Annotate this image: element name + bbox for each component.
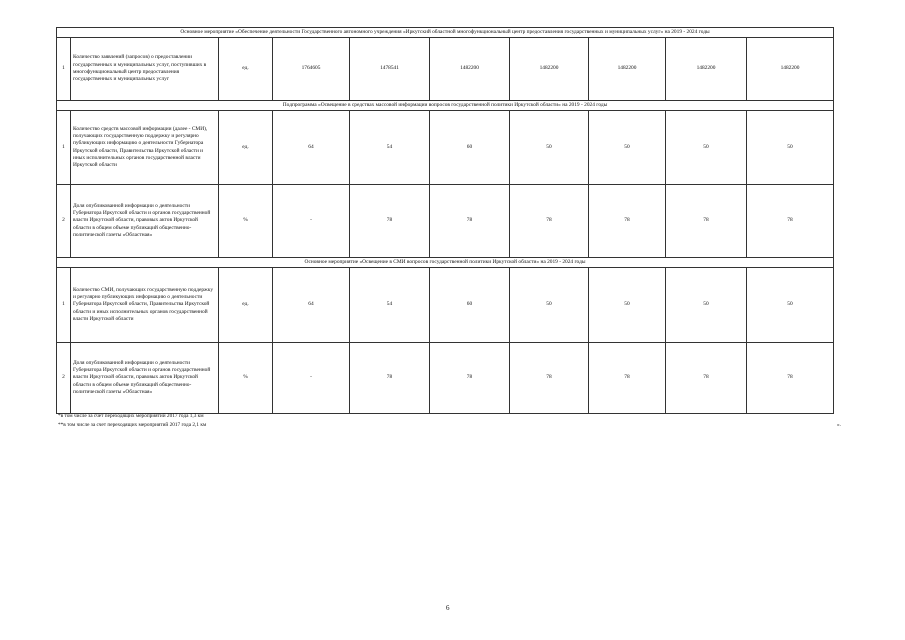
indicator-name: Количество заявлений (запросов) о предоставлении государственных и муниципальных услуг, поступивших в многофункциональный центр предоставления государственных и муниципальных услуг bbox=[71, 38, 219, 101]
main-event-band-mfc: Основное мероприятие «Обеспечение деятельности Государственного автономного учреждения «Иркутский областной многофункциональный центр предоставления государственных и муниципальных услуг» на 2019 - 2024 годы bbox=[57, 28, 834, 38]
value-cell: 1482200 bbox=[510, 38, 589, 101]
value-cell: 78 bbox=[666, 343, 747, 414]
value-cell: 78 bbox=[350, 185, 430, 258]
indicator-name: Количество СМИ, получающих государственную поддержку и регулярно публикующих информацию о деятельности Губернатора Иркутской области, Правительства Иркутской области и иных исполнительных органов государственной власти Иркутской области bbox=[71, 268, 219, 343]
footnote-2: **в том числе за счет переходящих мероприятий 2017 года 2,1 км bbox=[58, 422, 207, 428]
value-cell: 1764605 bbox=[273, 38, 350, 101]
unit-cell: ед. bbox=[219, 268, 273, 343]
value-cell: 60 bbox=[430, 111, 510, 185]
value-cell: 78 bbox=[589, 185, 666, 258]
value-cell: 78 bbox=[747, 185, 834, 258]
value-cell: 50 bbox=[747, 111, 834, 185]
value-cell: 64 bbox=[273, 268, 350, 343]
value-cell: 1482200 bbox=[666, 38, 747, 101]
indicator-name: Доля опубликованной информации о деятельности Губернатора Иркутской области и органов государственной власти Иркутской области, правовых актов Иркутской области в общем объеме публикаций общественно-политической газеты «Областная» bbox=[71, 185, 219, 258]
table-row bbox=[57, 343, 834, 414]
value-cell: 50 bbox=[510, 268, 589, 343]
value-cell: 50 bbox=[510, 111, 589, 185]
value-cell: - bbox=[273, 343, 350, 414]
value-cell: 1478541 bbox=[350, 38, 430, 101]
value-cell: 78 bbox=[430, 343, 510, 414]
table-row bbox=[57, 268, 834, 343]
row-number: 1 bbox=[57, 111, 71, 185]
value-cell: 50 bbox=[589, 268, 666, 343]
value-cell: 78 bbox=[510, 343, 589, 414]
value-cell: - bbox=[273, 185, 350, 258]
subprogram-band: Подпрограмма «Освещение в средствах массовой информации вопросов государственной политики Иркутской области» на 2019 - 2024 годы bbox=[57, 101, 834, 111]
table-row bbox=[57, 111, 834, 185]
indicator-name: Количество средств массовой информации (далее - СМИ), получающих государственную поддержку и регулярно публикующих информацию о деятельности Губернатора Иркутской области, Правительства Иркутской области и иных исполнительных органов государственной власти Иркутской области bbox=[71, 111, 219, 185]
value-cell: 78 bbox=[430, 185, 510, 258]
value-cell: 78 bbox=[589, 343, 666, 414]
value-cell: 78 bbox=[747, 343, 834, 414]
page-number: 6 bbox=[446, 604, 450, 612]
closing-quote-mark: ». bbox=[837, 422, 841, 428]
row-number: 2 bbox=[57, 185, 71, 258]
row-number: 1 bbox=[57, 268, 71, 343]
value-cell: 54 bbox=[350, 111, 430, 185]
value-cell: 1482200 bbox=[589, 38, 666, 101]
value-cell: 78 bbox=[666, 185, 747, 258]
unit-cell: % bbox=[219, 343, 273, 414]
table-row bbox=[57, 185, 834, 258]
row-number: 1 bbox=[57, 38, 71, 101]
value-cell: 54 bbox=[350, 268, 430, 343]
row-number: 2 bbox=[57, 343, 71, 414]
value-cell: 1482200 bbox=[747, 38, 834, 101]
value-cell: 50 bbox=[666, 111, 747, 185]
value-cell: 50 bbox=[666, 268, 747, 343]
main-event-band-media: Основное мероприятие «Освещение в СМИ вопросов государственной политики Иркутской области» на 2019 - 2024 годы bbox=[57, 258, 834, 268]
value-cell: 1482200 bbox=[430, 38, 510, 101]
unit-cell: % bbox=[219, 185, 273, 258]
value-cell: 64 bbox=[273, 111, 350, 185]
table-row bbox=[57, 38, 834, 101]
value-cell: 60 bbox=[430, 268, 510, 343]
indicator-name: Доля опубликованной информации о деятельности Губернатора Иркутской области и органов государственной власти Иркутской области, правовых актов Иркутской области в общем объеме публикаций общественно-политической газеты «Областная» bbox=[71, 343, 219, 414]
unit-cell: ед. bbox=[219, 111, 273, 185]
footnote-1: *в том числе за счет переходящих мероприятий 2017 года 1,3 км bbox=[58, 413, 204, 419]
unit-cell: ед. bbox=[219, 38, 273, 101]
indicators-table bbox=[56, 27, 834, 414]
value-cell: 78 bbox=[350, 343, 430, 414]
value-cell: 50 bbox=[747, 268, 834, 343]
value-cell: 78 bbox=[510, 185, 589, 258]
value-cell: 50 bbox=[589, 111, 666, 185]
